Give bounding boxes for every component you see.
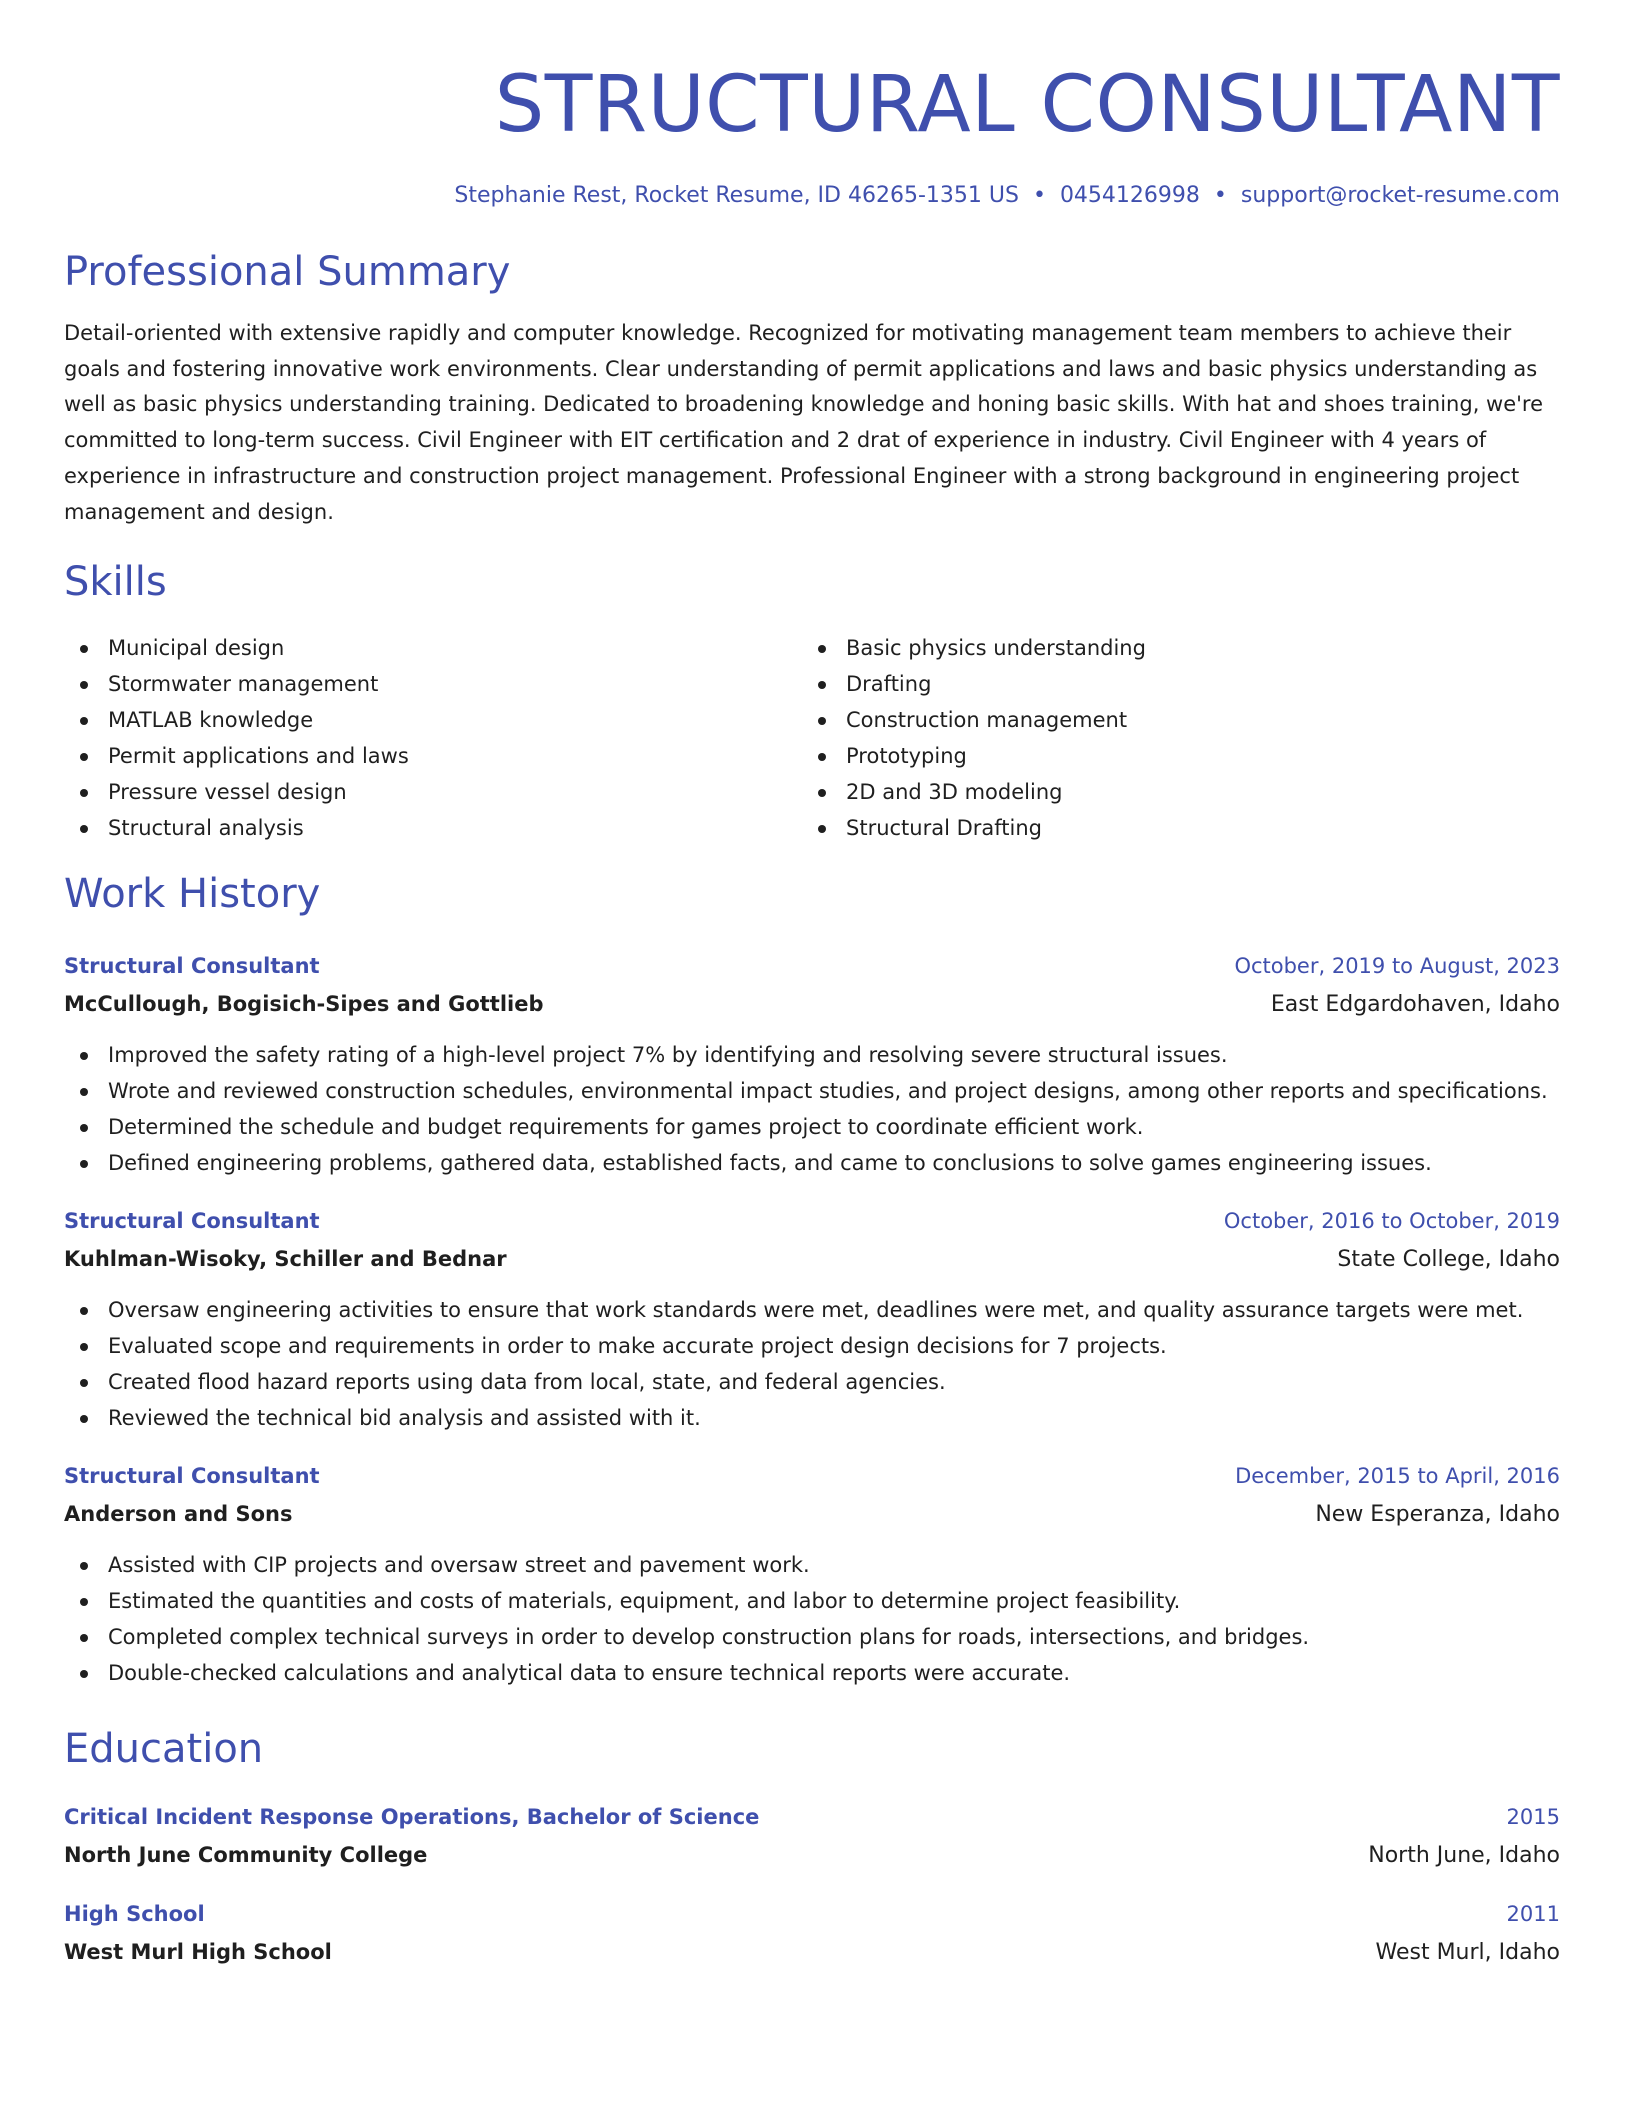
skill-item: Pressure vessel design — [64, 774, 802, 810]
job-bullet: Reviewed the technical bid analysis and assisted with it. — [64, 1400, 1560, 1436]
education-subheader — [64, 1835, 1560, 1876]
skills-list — [64, 630, 1560, 846]
job-dates: December, 2015 to April, 2016 — [1235, 1464, 1560, 1489]
skill-item: Prototyping — [802, 738, 1540, 774]
education-heading: Education — [64, 1726, 264, 1773]
job-bullet: Defined engineering problems, gathered data, established facts, and came to conclusions to solve games engineering issues. — [64, 1145, 1560, 1181]
job-subheader — [64, 1494, 1560, 1535]
education-year: 2011 — [1506, 1902, 1560, 1927]
job-header — [64, 1458, 1560, 1494]
job-entry — [64, 1203, 1560, 1436]
job-role: Structural Consultant — [64, 1209, 320, 1234]
skill-item: MATLAB knowledge — [64, 702, 802, 738]
skill-item: Drafting — [802, 666, 1540, 702]
job-bullet: Wrote and reviewed construction schedules, environmental impact studies, and project designs, among other reports and specifications. — [64, 1073, 1560, 1109]
skills-heading: Skills — [64, 559, 167, 606]
job-dates: October, 2016 to October, 2019 — [1223, 1209, 1560, 1234]
skill-item: Municipal design — [64, 630, 802, 666]
job-bullet: Double-checked calculations and analytical data to ensure technical reports were accurate. — [64, 1655, 1560, 1691]
skill-item: 2D and 3D modeling — [802, 774, 1540, 810]
education-degree: Critical Incident Response Operations, Bachelor of Science — [64, 1805, 760, 1830]
education-header — [64, 1896, 1560, 1932]
contact-line — [64, 180, 1560, 212]
skill-item: Stormwater management — [64, 666, 802, 702]
job-bullet: Created flood hazard reports using data from local, state, and federal agencies. — [64, 1364, 1560, 1400]
work-history-heading: Work History — [64, 871, 321, 918]
job-bullet: Improved the safety rating of a high-level project 7% by identifying and resolving severe structural issues. — [64, 1037, 1560, 1073]
job-bullets — [64, 1547, 1560, 1691]
job-bullet: Estimated the quantities and costs of materials, equipment, and labor to determine project feasibility. — [64, 1583, 1560, 1619]
job-dates: October, 2019 to August, 2023 — [1234, 954, 1560, 979]
job-location: East Edgardohaven, Idaho — [1270, 992, 1560, 1018]
education-school: North June Community College — [64, 1843, 428, 1868]
summary-heading: Professional Summary — [64, 249, 511, 295]
education-degree: High School — [64, 1902, 205, 1927]
education-entry — [64, 1799, 1560, 1876]
job-bullet: Assisted with CIP projects and oversaw street and pavement work. — [64, 1547, 1560, 1583]
skill-item: Structural Drafting — [802, 810, 1540, 846]
education-location: North June, Idaho — [1368, 1843, 1560, 1869]
job-location: New Esperanza, Idaho — [1315, 1502, 1560, 1528]
job-company: Anderson and Sons — [64, 1502, 293, 1527]
education-location: West Murl, Idaho — [1375, 1940, 1560, 1966]
job-header — [64, 1203, 1560, 1239]
skills-column-right — [802, 630, 1540, 846]
job-bullet: Completed complex technical surveys in order to develop construction plans for roads, intersections, and bridges. — [64, 1619, 1560, 1655]
education-year: 2015 — [1506, 1805, 1560, 1830]
education-school: West Murl High School — [64, 1940, 332, 1965]
summary-text: Detail-oriented with extensive rapidly and computer knowledge. Recognized for motivating management team members to achieve their goals and fostering innovative work environments. Clear understanding of permit applications and laws and basic physics understanding as well as basic physics understanding training. Dedicated to broadening knowledge and honing basic skills. With hat and shoes training, we're committed to long-term success. Civil Engineer with EIT certification and 2 drat of experience in industry. Civil Engineer with 4 years of experience in infrastructure and construction project management. Professional Engineer with a strong background in engineering project management and design. — [64, 321, 1544, 524]
job-subheader — [64, 1239, 1560, 1280]
contact-phone: 0454126998 — [1059, 183, 1200, 208]
job-subheader — [64, 984, 1560, 1025]
resume-page — [64, 50, 1560, 1973]
education-entry — [64, 1896, 1560, 1973]
job-role: Structural Consultant — [64, 1464, 320, 1489]
job-location: State College, Idaho — [1337, 1247, 1560, 1273]
contact-email: support@rocket-resume.com — [1240, 183, 1560, 208]
job-bullets — [64, 1037, 1560, 1181]
job-header — [64, 948, 1560, 984]
contact-separator: • — [1032, 183, 1046, 208]
skills-column-left — [64, 630, 802, 846]
resume-title: STRUCTURAL CONSULTANT — [494, 60, 1560, 150]
job-bullets — [64, 1292, 1560, 1436]
education-subheader — [64, 1932, 1560, 1973]
job-bullet: Determined the schedule and budget requirements for games project to coordinate efficient work. — [64, 1109, 1560, 1145]
job-company: Kuhlman-Wisoky, Schiller and Bednar — [64, 1247, 507, 1272]
job-role: Structural Consultant — [64, 954, 320, 979]
job-entry — [64, 1458, 1560, 1691]
job-bullet: Oversaw engineering activities to ensure that work standards were met, deadlines were met, and quality assurance targets were met. — [64, 1292, 1560, 1328]
skill-item: Basic physics understanding — [802, 630, 1540, 666]
job-company: McCullough, Bogisich-Sipes and Gottlieb — [64, 992, 544, 1017]
skill-item: Permit applications and laws — [64, 738, 802, 774]
contact-separator: • — [1213, 183, 1227, 208]
skill-item: Structural analysis — [64, 810, 802, 846]
skill-item: Construction management — [802, 702, 1540, 738]
contact-address: Stephanie Rest, Rocket Resume, ID 46265-1351 US — [454, 183, 1019, 208]
job-entry — [64, 948, 1560, 1181]
education-header — [64, 1799, 1560, 1835]
job-bullet: Evaluated scope and requirements in order to make accurate project design decisions for 7 projects. — [64, 1328, 1560, 1364]
